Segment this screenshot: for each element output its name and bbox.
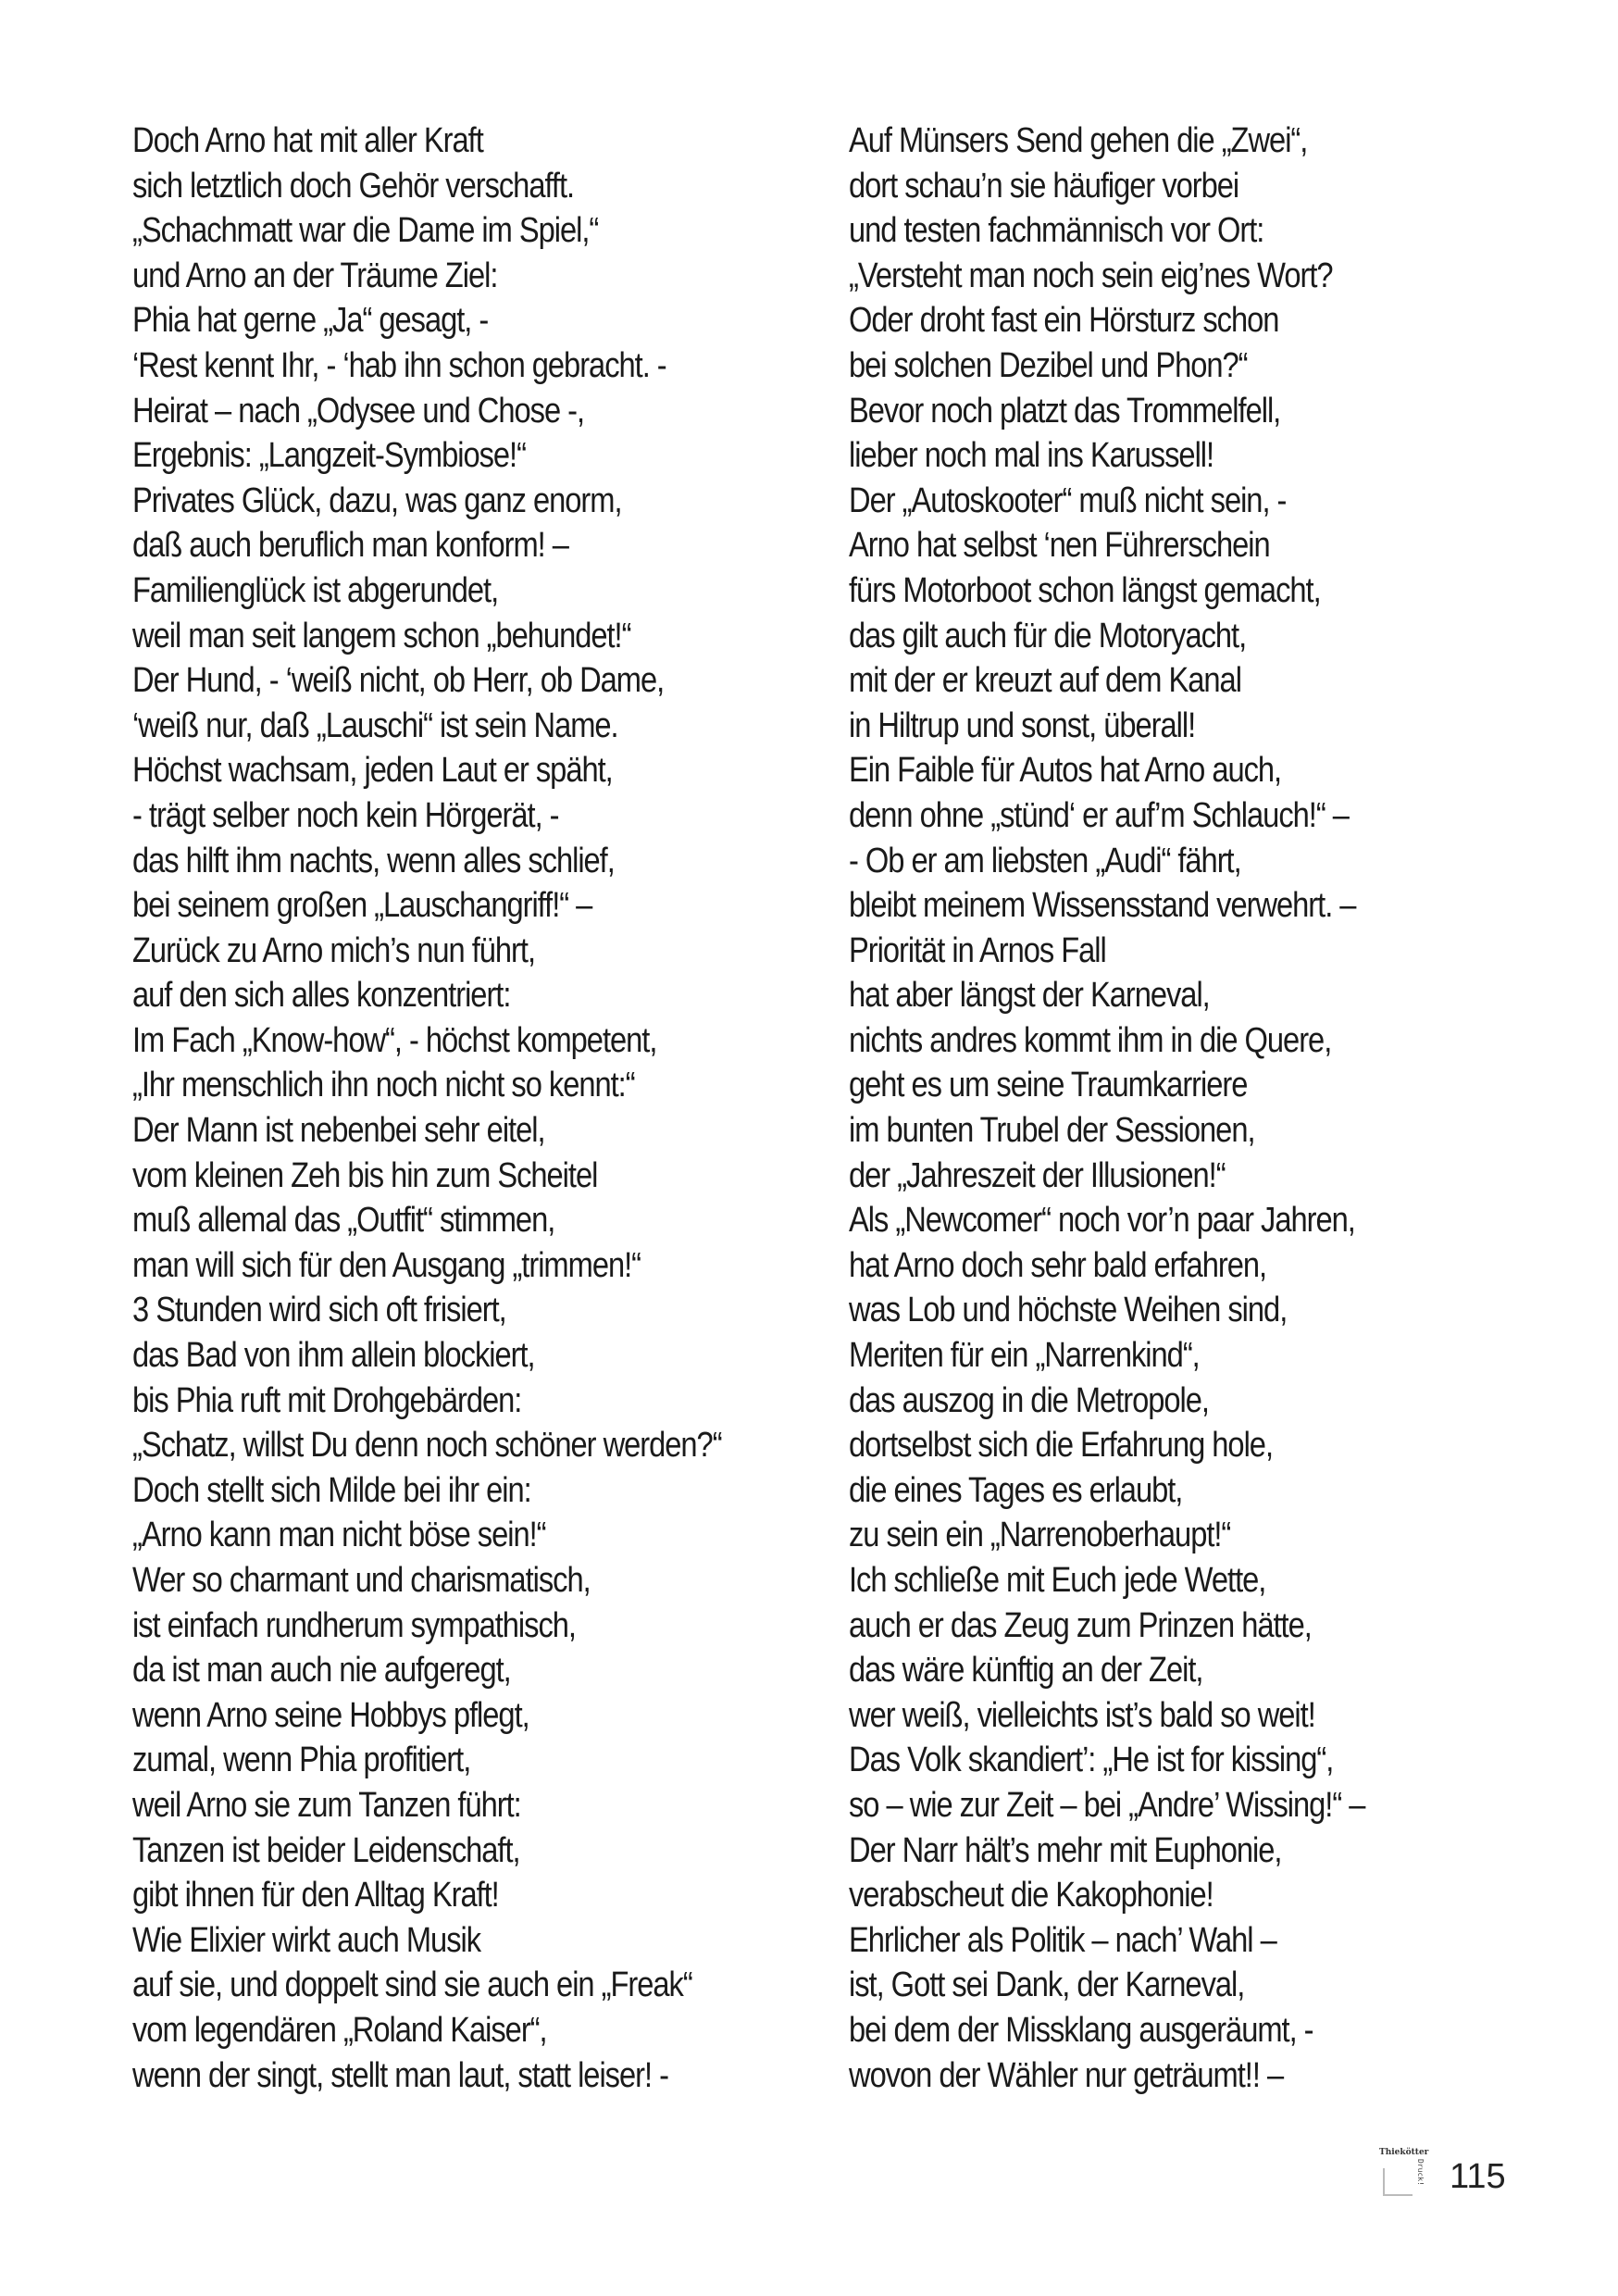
poem-line: dortselbst sich die Erfahrung hole, (849, 1426, 1273, 1466)
poem-line: Der Mann ist nebenbei sehr eitel, (132, 1111, 545, 1151)
poem-line: da ist man auch nie aufgeregt, (132, 1651, 511, 1691)
poem-line: Das Volk skandiert’: „He ist for kissing“, (849, 1741, 1334, 1780)
poem-line: weil Arno sie zum Tanzen führt: (132, 1785, 521, 1825)
poem-line: hat aber längst der Karneval, (849, 976, 1210, 1016)
poem-line: Meriten für ein „Narrenkind“, (849, 1336, 1200, 1376)
poem-line: wer weiß, vielleichts ist’s bald so weit! (849, 1695, 1315, 1735)
poem-line: Der „Autoskooter“ muß nicht sein, - (849, 480, 1287, 520)
poem-line: was Lob und höchste Weihen sind, (849, 1291, 1288, 1330)
poem-line: so – wie zur Zeit – bei „Andre’ Wissing!“ – (849, 1785, 1365, 1825)
poem-line: und testen fachmännisch vor Ort: (849, 211, 1264, 251)
poem-line: das hilft ihm nachts, wenn alles schlief, (132, 841, 615, 880)
poem-line: Familienglück ist abgerundet, (132, 570, 499, 610)
poem-line: mit der er kreuzt auf dem Kanal (849, 661, 1241, 701)
poem-line: ‘Rest kennt Ihr, - ‘hab ihn schon gebracht. - (132, 345, 666, 385)
poem-line: Zurück zu Arno mich’s nun führt, (132, 930, 535, 970)
poem-line: Heirat – nach „Odysee und Chose -, (132, 391, 585, 430)
poem-line: in Hiltrup und sonst, überall! (849, 705, 1196, 745)
printer-imprint-sub: Druck! (1416, 2159, 1425, 2186)
poem-line: bei dem der Missklang ausgeräumt, - (849, 2010, 1313, 2050)
poem-line: auch er das Zeug zum Prinzen hätte, (849, 1605, 1312, 1645)
poem-line: ‘weiß nur, daß „Lauschi“ ist sein Name. (132, 705, 618, 745)
poem-line: das gilt auch für die Motoryacht, (849, 616, 1247, 655)
poem-line: Doch stellt sich Milde bei ihr ein: (132, 1470, 531, 1510)
poem-line: Tanzen ist beider Leidenschaft, (132, 1830, 520, 1870)
poem-line: „Versteht man noch sein eig’nes Wort? (849, 256, 1333, 295)
poem-line: vom kleinen Zeh bis hin zum Scheitel (132, 1155, 598, 1195)
poem-right-column (849, 119, 1364, 2098)
poem-line: Ergebnis: „Langzeit-Symbiose!“ (132, 436, 526, 476)
poem-line: Auf Münsers Send gehen die „Zwei“, (849, 121, 1308, 160)
poem-line: denn ohne „stünd‘ er auf’m Schlauch!“ – (849, 795, 1349, 835)
poem-line: „Schatz, willst Du denn noch schöner werden?“ (132, 1426, 722, 1466)
poem-line: - Ob er am liebsten „Audi“ fährt, (849, 841, 1241, 880)
poem-line: ist einfach rundherum sympathisch, (132, 1605, 576, 1645)
poem-line: Oder droht fast ein Hörsturz schon (849, 301, 1279, 341)
printer-logo-icon (1383, 2168, 1413, 2196)
poem-line: Doch Arno hat mit aller Kraft (132, 121, 483, 160)
poem-line: daß auch beruflich man konform! – (132, 526, 568, 566)
poem-line: Als „Newcomer“ noch vor’n paar Jahren, (849, 1201, 1355, 1241)
poem-line: bei solchen Dezibel und Phon?“ (849, 345, 1248, 385)
poem-line: Wie Elixier wirkt auch Musik (132, 1920, 481, 1960)
poem-line: lieber noch mal ins Karussell! (849, 436, 1214, 476)
poem-line: „Schachmatt war die Dame im Spiel,“ (132, 211, 599, 251)
printer-imprint: Thiekötter (1379, 2148, 1429, 2157)
poem-line: Höchst wachsam, jeden Laut er späht, (132, 751, 613, 791)
page-footer (1379, 2148, 1537, 2203)
poem-line: geht es um seine Traumkarriere (849, 1066, 1248, 1105)
poem-line: zumal, wenn Phia profitiert, (132, 1741, 471, 1780)
poem-line: - trägt selber noch kein Hörgerät, - (132, 795, 559, 835)
poem-line: und Arno an der Träume Ziel: (132, 256, 498, 295)
poem-line: ist, Gott sei Dank, der Karneval, (849, 1965, 1245, 2005)
poem-line: zu sein ein „Narrenoberhaupt!“ (849, 1516, 1231, 1555)
poem-line: Bevor noch platzt das Trommelfell, (849, 391, 1281, 430)
poem-line: Privates Glück, dazu, was ganz enorm, (132, 480, 622, 520)
poem-line: 3 Stunden wird sich oft frisiert, (132, 1291, 506, 1330)
poem-line: auf den sich alles konzentriert: (132, 976, 511, 1016)
poem-line: Wer so charmant und charismatisch, (132, 1561, 591, 1600)
poem-line: Im Fach „Know-how“, - höchst kompetent, (132, 1020, 657, 1060)
poem-line: hat Arno doch sehr bald erfahren, (849, 1245, 1267, 1285)
poem-line: wovon der Wähler nur geträumt!! – (849, 2055, 1284, 2095)
poem-line: auf sie, und doppelt sind sie auch ein „Freak“ (132, 1965, 692, 2005)
poem-line: weil man seit langem schon „behundet!“ (132, 616, 631, 655)
poem-line: muß allemal das „Outfit“ stimmen, (132, 1201, 555, 1241)
poem-line: nichts andres kommt ihm in die Quere, (849, 1020, 1332, 1060)
poem-line: Ehrlicher als Politik – nach’ Wahl – (849, 1920, 1276, 1960)
poem-line: Ich schließe mit Euch jede Wette, (849, 1561, 1266, 1600)
poem-line: wenn der singt, stellt man laut, statt leiser! - (132, 2055, 668, 2095)
poem-line: das wäre künftig an der Zeit, (849, 1651, 1203, 1691)
poem-line: bis Phia ruft mit Drohgebärden: (132, 1380, 522, 1420)
poem-line: Ein Faible für Autos hat Arno auch, (849, 751, 1282, 791)
poem-line: „Ihr menschlich ihn noch nicht so kennt:“ (132, 1066, 635, 1105)
poem-line: dort schau’n sie häufiger vorbei (849, 166, 1239, 206)
poem-line: Phia hat gerne „Ja“ gesagt, - (132, 301, 489, 341)
poem-line: wenn Arno seine Hobbys pflegt, (132, 1695, 529, 1735)
poem-line: man will sich für den Ausgang „trimmen!“ (132, 1245, 641, 1285)
poem-line: die eines Tages es erlaubt, (849, 1470, 1183, 1510)
poem-line: gibt ihnen für den Alltag Kraft! (132, 1876, 499, 1915)
poem-line: bei seinem großen „Lauschangriff!“ – (132, 886, 592, 926)
poem-line: das Bad von ihm allein blockiert, (132, 1336, 535, 1376)
poem-line: Arno hat selbst ‘nen Führerschein (849, 526, 1270, 566)
poem-line: fürs Motorboot schon längst gemacht, (849, 570, 1321, 610)
poem-line: verabscheut die Kakophonie! (849, 1876, 1214, 1915)
poem-line: bleibt meinem Wissensstand verwehrt. – (849, 886, 1356, 926)
poem-line: Der Narr hält’s mehr mit Euphonie, (849, 1830, 1282, 1870)
poem-line: Priorität in Arnos Fall (849, 930, 1106, 970)
poem-line: das auszog in die Metropole, (849, 1380, 1209, 1420)
poem-line: „Arno kann man nicht böse sein!“ (132, 1516, 546, 1555)
poem-line: der „Jahreszeit der Illusionen!“ (849, 1155, 1226, 1195)
poem-line: Der Hund, - ‘weiß nicht, ob Herr, ob Dame, (132, 661, 665, 701)
poem-line: sich letztlich doch Gehör verschafft. (132, 166, 575, 206)
page-number: 115 (1450, 2157, 1506, 2196)
poem-line: im bunten Trubel der Sessionen, (849, 1111, 1255, 1151)
poem-left-column (132, 119, 722, 2098)
poem-line: vom legendären „Roland Kaiser“, (132, 2010, 547, 2050)
